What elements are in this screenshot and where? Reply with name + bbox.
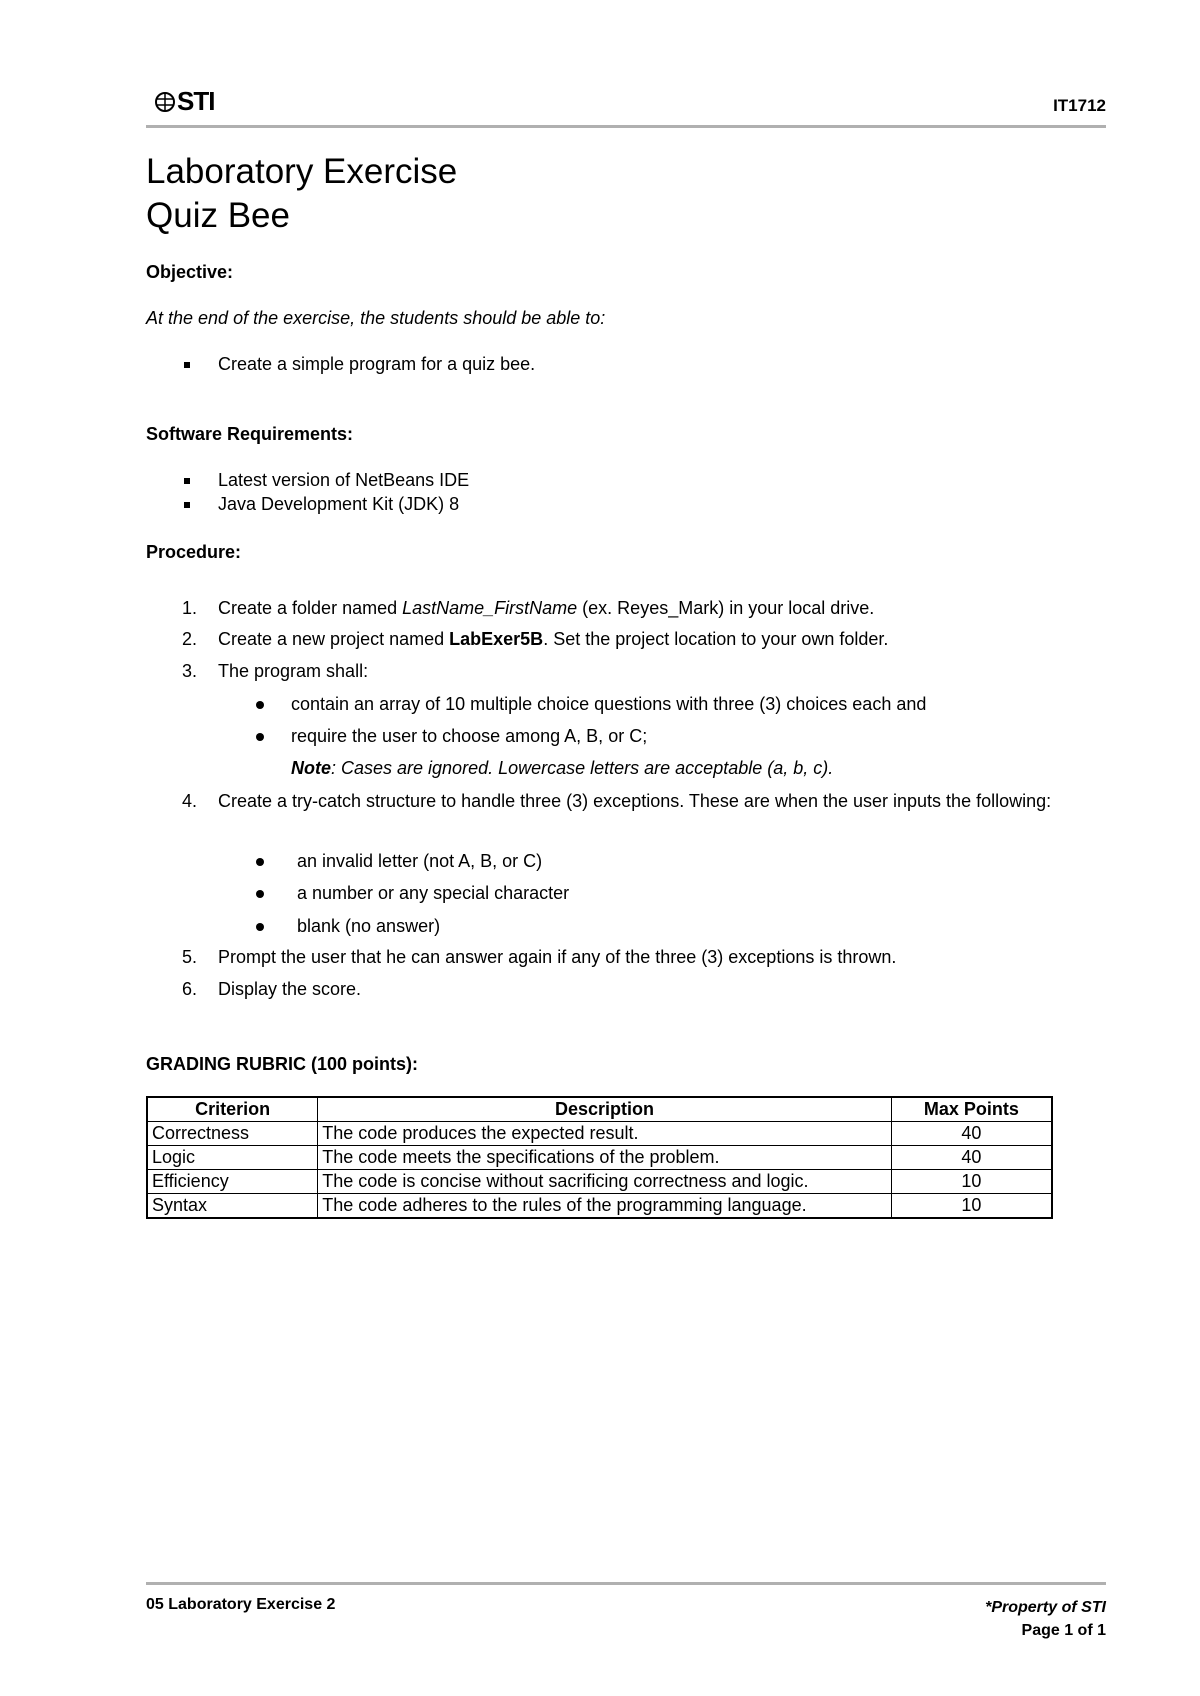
description-cell: The code produces the expected result. <box>318 1122 892 1146</box>
footer-right <box>985 1596 1106 1642</box>
dot-bullet-icon <box>256 701 264 709</box>
square-bullet-icon <box>184 362 190 368</box>
procedure-step-3: The program shall: <box>218 661 369 681</box>
criterion-cell: Efficiency <box>147 1170 318 1194</box>
software-heading: Software Requirements: <box>146 424 354 444</box>
globe-icon <box>155 91 175 113</box>
step-4-subitem: an invalid letter (not A, B, or C) <box>297 851 543 871</box>
procedure-step-6: Display the score. <box>218 979 362 999</box>
step-4-subitem: a number or any special character <box>297 883 570 903</box>
rubric-heading: GRADING RUBRIC (100 points): <box>146 1054 419 1074</box>
step-4-subitem: blank (no answer) <box>297 916 441 936</box>
logo-text: STI <box>177 86 215 116</box>
software-item: Latest version of NetBeans IDE <box>218 470 470 490</box>
points-cell: 40 <box>891 1146 1052 1170</box>
procedure-step-1: Create a folder named LastName_FirstName (ex. Reyes_Mark) in your local drive. <box>218 598 875 618</box>
dot-bullet-icon <box>256 858 264 866</box>
description-cell: The code adheres to the rules of the programming language. <box>318 1194 892 1219</box>
procedure-step-2: Create a new project named LabExer5B. Set the project location to your own folder. <box>218 629 889 649</box>
page-title <box>146 150 457 238</box>
footer-property: *Property of STI <box>985 1599 1106 1616</box>
description-cell: The code is concise without sacrificing correctness and logic. <box>318 1170 892 1194</box>
table-row <box>147 1170 1052 1194</box>
sti-logo <box>155 86 214 117</box>
criterion-cell: Correctness <box>147 1122 318 1146</box>
procedure-step-5: Prompt the user that he can answer again if any of the three (3) exceptions is thrown. <box>218 947 897 967</box>
procedure-step-4: Create a try-catch structure to handle three (3) exceptions. These are when the user inputs the following: <box>218 791 1052 811</box>
points-cell: 10 <box>891 1170 1052 1194</box>
objective-item: Create a simple program for a quiz bee. <box>218 354 536 374</box>
objective-intro: At the end of the exercise, the students should be able to: <box>146 308 606 328</box>
step-3-subitem: require the user to choose among A, B, or C; <box>291 726 648 746</box>
dot-bullet-icon <box>256 923 264 931</box>
procedure-heading: Procedure: <box>146 542 242 562</box>
header-rule <box>146 125 1106 128</box>
dot-bullet-icon <box>256 733 264 741</box>
description-cell: The code meets the specifications of the problem. <box>318 1146 892 1170</box>
objective-heading: Objective: <box>146 262 234 282</box>
table-row <box>147 1146 1052 1170</box>
step-3-note: Note: Cases are ignored. Lowercase letters are acceptable (a, b, c). <box>291 758 834 778</box>
column-header: Criterion <box>147 1097 318 1122</box>
step-number: 4. <box>182 791 198 811</box>
footer-left: 05 Laboratory Exercise 2 <box>146 1596 336 1613</box>
square-bullet-icon <box>184 478 190 484</box>
software-item: Java Development Kit (JDK) 8 <box>218 494 460 514</box>
step-number: 6. <box>182 979 198 999</box>
step-number: 3. <box>182 661 198 681</box>
table-row <box>147 1122 1052 1146</box>
points-cell: 10 <box>891 1194 1052 1219</box>
criterion-cell: Syntax <box>147 1194 318 1219</box>
rubric-table <box>146 1096 1053 1219</box>
table-header-row <box>147 1097 1052 1122</box>
step-number: 1. <box>182 598 198 618</box>
footer-rule <box>146 1582 1106 1585</box>
dot-bullet-icon <box>256 890 264 898</box>
step-3-subitem: contain an array of 10 multiple choice questions with three (3) choices each and <box>291 694 927 714</box>
step-number: 5. <box>182 947 198 967</box>
criterion-cell: Logic <box>147 1146 318 1170</box>
table-row <box>147 1194 1052 1219</box>
column-header: Max Points <box>891 1097 1052 1122</box>
step-number: 2. <box>182 629 198 649</box>
course-code: IT1712 <box>1053 96 1106 115</box>
title-line-1: Laboratory Exercise <box>146 152 458 191</box>
column-header: Description <box>318 1097 892 1122</box>
points-cell: 40 <box>891 1122 1052 1146</box>
title-line-2: Quiz Bee <box>146 196 290 235</box>
square-bullet-icon <box>184 502 190 508</box>
page-number: Page 1 of 1 <box>1021 1622 1106 1639</box>
